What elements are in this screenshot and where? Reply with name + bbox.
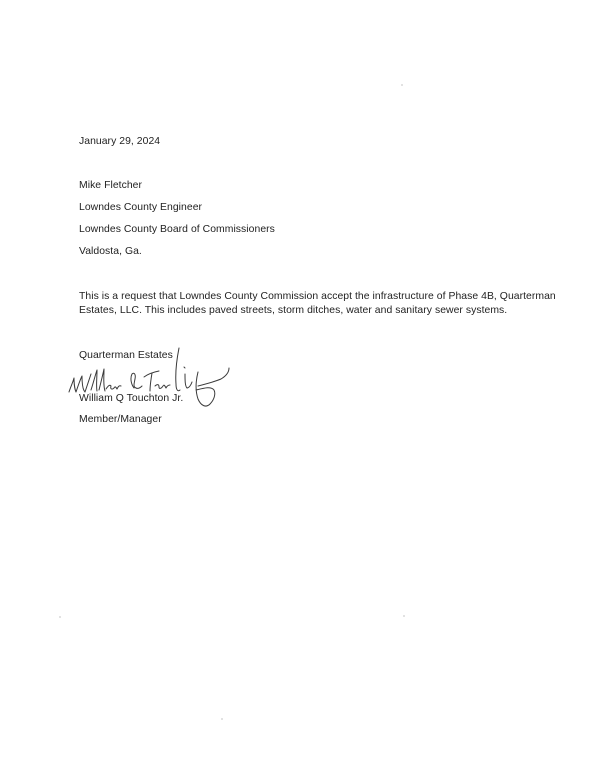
signer-name: William Q Touchton Jr. (79, 393, 184, 404)
scan-speck (221, 718, 223, 720)
letter-date: January 29, 2024 (79, 136, 161, 147)
body-line-1: This is a request that Lowndes County Commission accept the infrastructure of Phase 4B, Quarterman (79, 291, 556, 302)
scan-speck (401, 84, 403, 86)
scan-speck (59, 616, 61, 618)
recipient-name: Mike Fletcher (79, 180, 143, 191)
recipient-title: Lowndes County Engineer (79, 202, 203, 213)
recipient-city: Valdosta, Ga. (79, 246, 142, 257)
scan-speck (403, 615, 405, 617)
closing-company: Quarterman Estates (79, 350, 173, 361)
body-line-2: Estates, LLC. This includes paved streets, storm ditches, water and sanitary sewer systems. (79, 305, 508, 316)
recipient-organization: Lowndes County Board of Commissioners (79, 224, 275, 235)
signer-title: Member/Manager (79, 414, 162, 425)
